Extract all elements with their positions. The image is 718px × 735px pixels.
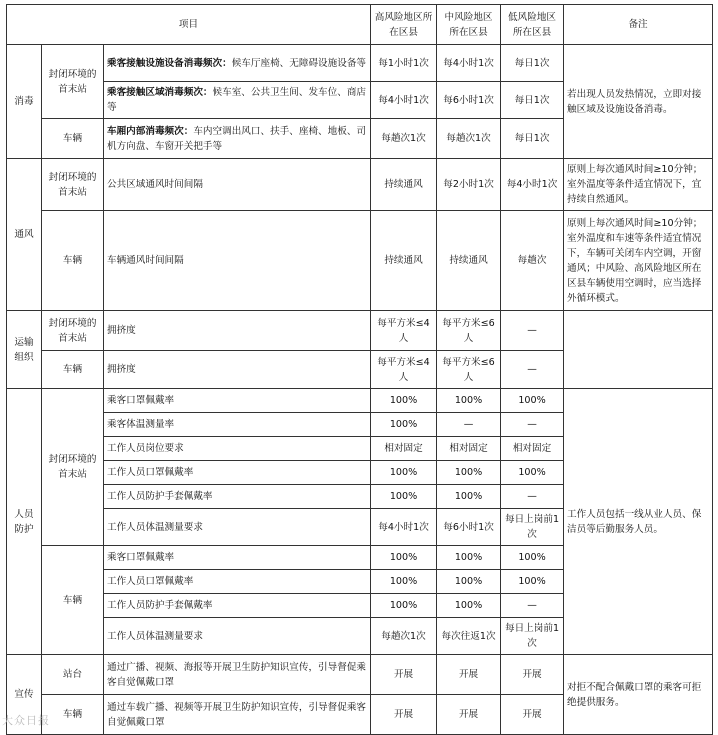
mid-risk-value: 每2小时1次 (437, 159, 501, 211)
subcategory-platform: 站台 (42, 655, 104, 695)
header-high-risk: 高风险地区所在区县 (371, 5, 437, 45)
high-risk-value: 开展 (371, 655, 437, 695)
item-cell: 乘客口罩佩戴率 (104, 546, 371, 570)
high-risk-value: 100% (371, 570, 437, 594)
low-risk-value: 每日1次 (501, 82, 564, 119)
low-risk-value: — (501, 485, 564, 509)
category-protection: 人员防护 (7, 389, 42, 655)
high-risk-value: 100% (371, 389, 437, 413)
high-risk-value: 每平方米≤4人 (371, 311, 437, 351)
low-risk-value: — (501, 311, 564, 351)
mid-risk-value: 相对固定 (437, 437, 501, 461)
note-cell: 对拒不配合佩戴口罩的乘客可拒绝提供服务。 (564, 655, 713, 735)
mid-risk-value: 每平方米≤6人 (437, 311, 501, 351)
item-cell: 车厢内部消毒频次：车内空调出风口、扶手、座椅、地板、司机方向盘、车窗开关把手等 (104, 119, 371, 159)
high-risk-value: 相对固定 (371, 437, 437, 461)
low-risk-value: — (501, 594, 564, 618)
mid-risk-value: 100% (437, 485, 501, 509)
mid-risk-value: 每次往返1次 (437, 618, 501, 655)
mid-risk-value: 开展 (437, 655, 501, 695)
low-risk-value: 相对固定 (501, 437, 564, 461)
header-mid-risk: 中风险地区所在区县 (437, 5, 501, 45)
high-risk-value: 100% (371, 594, 437, 618)
category-ventilation: 通风 (7, 159, 42, 311)
mid-risk-value: 每趟次1次 (437, 119, 501, 159)
item-cell: 车辆通风时间间隔 (104, 211, 371, 311)
high-risk-value: 每趟次1次 (371, 618, 437, 655)
mid-risk-value: 100% (437, 546, 501, 570)
header-item: 项目 (7, 5, 371, 45)
item-cell: 公共区域通风时间间隔 (104, 159, 371, 211)
covid-transit-measures-table (6, 4, 713, 735)
subcategory-vehicle: 车辆 (42, 351, 104, 389)
subcategory-station: 封闭环境的首末站 (42, 311, 104, 351)
low-risk-value: 每日上岗前1次 (501, 509, 564, 546)
high-risk-value: 100% (371, 546, 437, 570)
mid-risk-value: 持续通风 (437, 211, 501, 311)
mid-risk-value: 每6小时1次 (437, 82, 501, 119)
high-risk-value: 100% (371, 485, 437, 509)
mid-risk-value: 100% (437, 570, 501, 594)
table-row (7, 389, 713, 413)
item-cell: 工作人员岗位要求 (104, 437, 371, 461)
low-risk-value: 开展 (501, 695, 564, 735)
subcategory-station: 封闭环境的首末站 (42, 45, 104, 119)
subcategory-vehicle: 车辆 (42, 119, 104, 159)
subcategory-station: 封闭环境的首末站 (42, 159, 104, 211)
category-transport: 运输组织 (7, 311, 42, 389)
high-risk-value: 持续通风 (371, 211, 437, 311)
low-risk-value: 100% (501, 570, 564, 594)
high-risk-value: 每1小时1次 (371, 45, 437, 82)
subcategory-station: 封闭环境的首末站 (42, 389, 104, 546)
note-cell-empty (564, 311, 713, 389)
item-cell: 乘客体温测量率 (104, 413, 371, 437)
item-cell: 通过车载广播、视频等开展卫生防护知识宣传，引导督促乘客自觉佩戴口罩 (104, 695, 371, 735)
table-row (7, 655, 713, 695)
item-cell: 工作人员体温测量要求 (104, 618, 371, 655)
high-risk-value: 每趟次1次 (371, 119, 437, 159)
subcategory-vehicle: 车辆 (42, 695, 104, 735)
mid-risk-value: 每6小时1次 (437, 509, 501, 546)
high-risk-value: 100% (371, 413, 437, 437)
low-risk-value: 开展 (501, 655, 564, 695)
low-risk-value: 每4小时1次 (501, 159, 564, 211)
header-low-risk: 低风险地区所在区县 (501, 5, 564, 45)
category-publicity: 宣传 (7, 655, 42, 735)
table-row (7, 45, 713, 82)
low-risk-value: 每日上岗前1次 (501, 618, 564, 655)
high-risk-value: 每4小时1次 (371, 509, 437, 546)
note-cell: 原则上每次通风时间≥10分钟；室外温度等条件适宜情况下，宜持续自然通风。 (564, 159, 713, 211)
high-risk-value: 每平方米≤4人 (371, 351, 437, 389)
high-risk-value: 开展 (371, 695, 437, 735)
category-disinfection: 消毒 (7, 45, 42, 159)
high-risk-value: 持续通风 (371, 159, 437, 211)
item-cell: 工作人员口罩佩戴率 (104, 570, 371, 594)
item-cell: 工作人员口罩佩戴率 (104, 461, 371, 485)
high-risk-value: 100% (371, 461, 437, 485)
low-risk-value: 100% (501, 461, 564, 485)
low-risk-value: 100% (501, 389, 564, 413)
table-row (7, 311, 713, 351)
subcategory-vehicle: 车辆 (42, 546, 104, 655)
header-note: 备注 (564, 5, 713, 45)
mid-risk-value: 100% (437, 594, 501, 618)
table-row (7, 159, 713, 211)
item-cell: 工作人员体温测量要求 (104, 509, 371, 546)
mid-risk-value: 100% (437, 389, 501, 413)
low-risk-value: 每日1次 (501, 119, 564, 159)
item-cell: 乘客口罩佩戴率 (104, 389, 371, 413)
table-row (7, 211, 713, 311)
item-cell: 工作人员防护手套佩戴率 (104, 485, 371, 509)
low-risk-value: 100% (501, 546, 564, 570)
low-risk-value: 每日1次 (501, 45, 564, 82)
subcategory-vehicle: 车辆 (42, 211, 104, 311)
note-cell: 若出现人员发热情况，立即对接触区域及设施设备消毒。 (564, 45, 713, 159)
low-risk-value: — (501, 413, 564, 437)
note-cell: 原则上每次通风时间≥10分钟；室外温度和车速等条件适宜情况下，车辆可关闭车内空调，开窗通风；中风险、高风险地区所在区县车辆使用空调时，应当选择外循环模式。 (564, 211, 713, 311)
item-cell: 通过广播、视频、海报等开展卫生防护知识宣传，引导督促乘客自觉佩戴口罩 (104, 655, 371, 695)
note-cell: 工作人员包括一线从业人员、保洁员等后勤服务人员。 (564, 389, 713, 655)
mid-risk-value: 开展 (437, 695, 501, 735)
mid-risk-value: 100% (437, 461, 501, 485)
item-cell: 拥挤度 (104, 311, 371, 351)
mid-risk-value: 每平方米≤6人 (437, 351, 501, 389)
mid-risk-value: — (437, 413, 501, 437)
low-risk-value: — (501, 351, 564, 389)
low-risk-value: 每趟次 (501, 211, 564, 311)
item-cell: 拥挤度 (104, 351, 371, 389)
item-cell: 乘客接触设施设备消毒频次：候车厅座椅、无障碍设施设备等 (104, 45, 371, 82)
mid-risk-value: 每4小时1次 (437, 45, 501, 82)
watermark-logo: 大众日报 (2, 714, 50, 727)
table-header-row (7, 5, 713, 45)
high-risk-value: 每4小时1次 (371, 82, 437, 119)
item-cell: 乘客接触区域消毒频次：候车室、公共卫生间、发车位、商店等 (104, 82, 371, 119)
item-cell: 工作人员防护手套佩戴率 (104, 594, 371, 618)
